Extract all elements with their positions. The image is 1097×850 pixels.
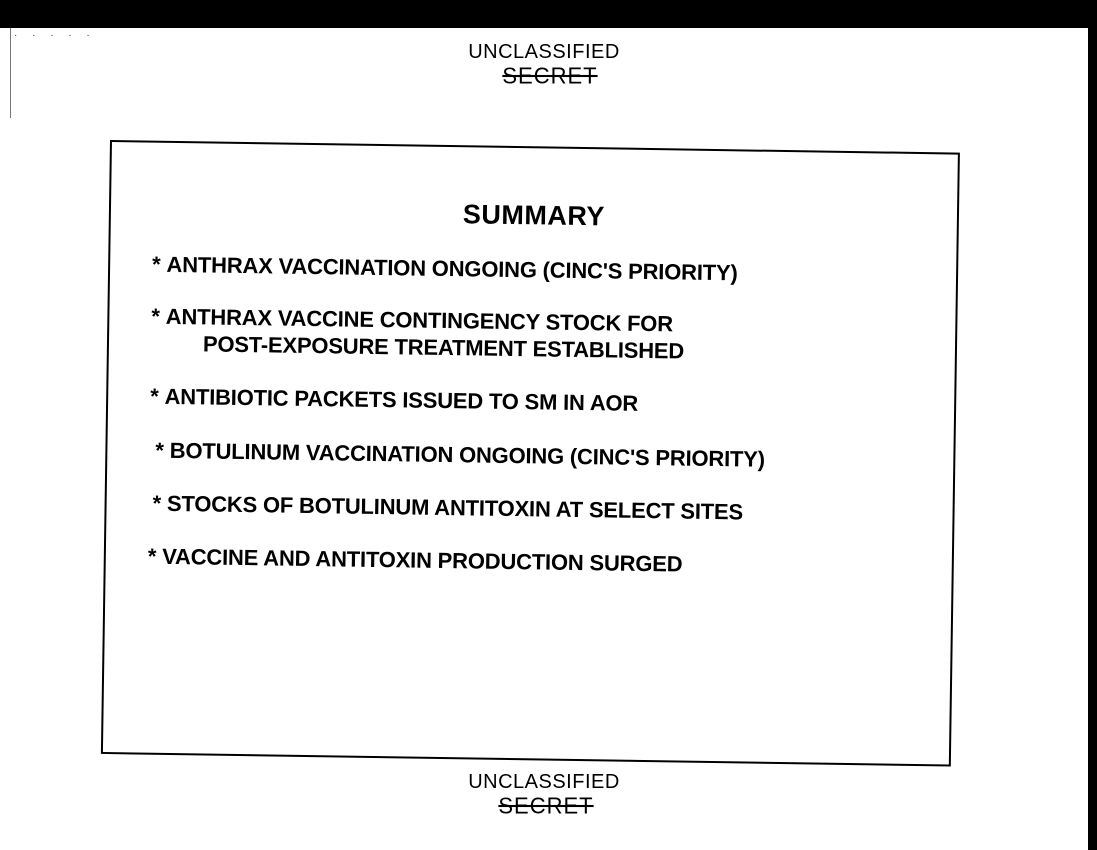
scan-top-border xyxy=(0,0,1097,28)
scan-right-border xyxy=(1088,0,1097,850)
summary-bullet-list xyxy=(148,251,953,582)
summary-bullet xyxy=(151,303,952,369)
bullet-text-continuation: POST-EXPOSURE TREATMENT ESTABLISHED xyxy=(202,331,685,364)
summary-title: SUMMARY xyxy=(462,199,606,232)
summary-bullet xyxy=(150,383,950,422)
bullet-text: ANTIBIOTIC PACKETS ISSUED TO SM IN AOR xyxy=(164,383,639,416)
scan-specks: · · · · · xyxy=(14,30,96,41)
bullet-text: STOCKS OF BOTULINUM ANTITOXIN AT SELECT SITES xyxy=(166,490,744,525)
classification-marking-bottom xyxy=(0,770,1088,818)
bullet-marker: * xyxy=(152,490,162,516)
unclassified-label-top: UNCLASSIFIED xyxy=(468,41,620,63)
struck-secret-label-top: SECRET xyxy=(502,62,598,89)
bullet-marker: * xyxy=(151,303,160,329)
bullet-text: BOTULINUM VACCINATION ONGOING (CINC'S PRIORITY) xyxy=(169,437,766,472)
bullet-text: ANTHRAX VACCINATION ONGOING (CINC'S PRIORITY) xyxy=(166,251,738,286)
summary-bullet xyxy=(152,251,952,290)
summary-box xyxy=(101,140,960,767)
struck-secret-label-bottom: SECRET xyxy=(498,792,594,819)
summary-bullet xyxy=(148,543,948,582)
classification-marking-top xyxy=(0,40,1088,88)
bullet-marker: * xyxy=(155,437,164,463)
unclassified-label-bottom: UNCLASSIFIED xyxy=(468,771,620,793)
bullet-marker: * xyxy=(151,251,161,277)
summary-bullet xyxy=(148,490,948,529)
bullet-marker: * xyxy=(147,543,157,569)
bullet-text: VACCINE AND ANTITOXIN PRODUCTION SURGED xyxy=(162,543,683,577)
bullet-text: ANTHRAX VACCINE CONTINGENCY STOCK FOR xyxy=(165,303,674,337)
summary-bullet xyxy=(149,437,949,476)
bullet-marker: * xyxy=(150,383,159,409)
